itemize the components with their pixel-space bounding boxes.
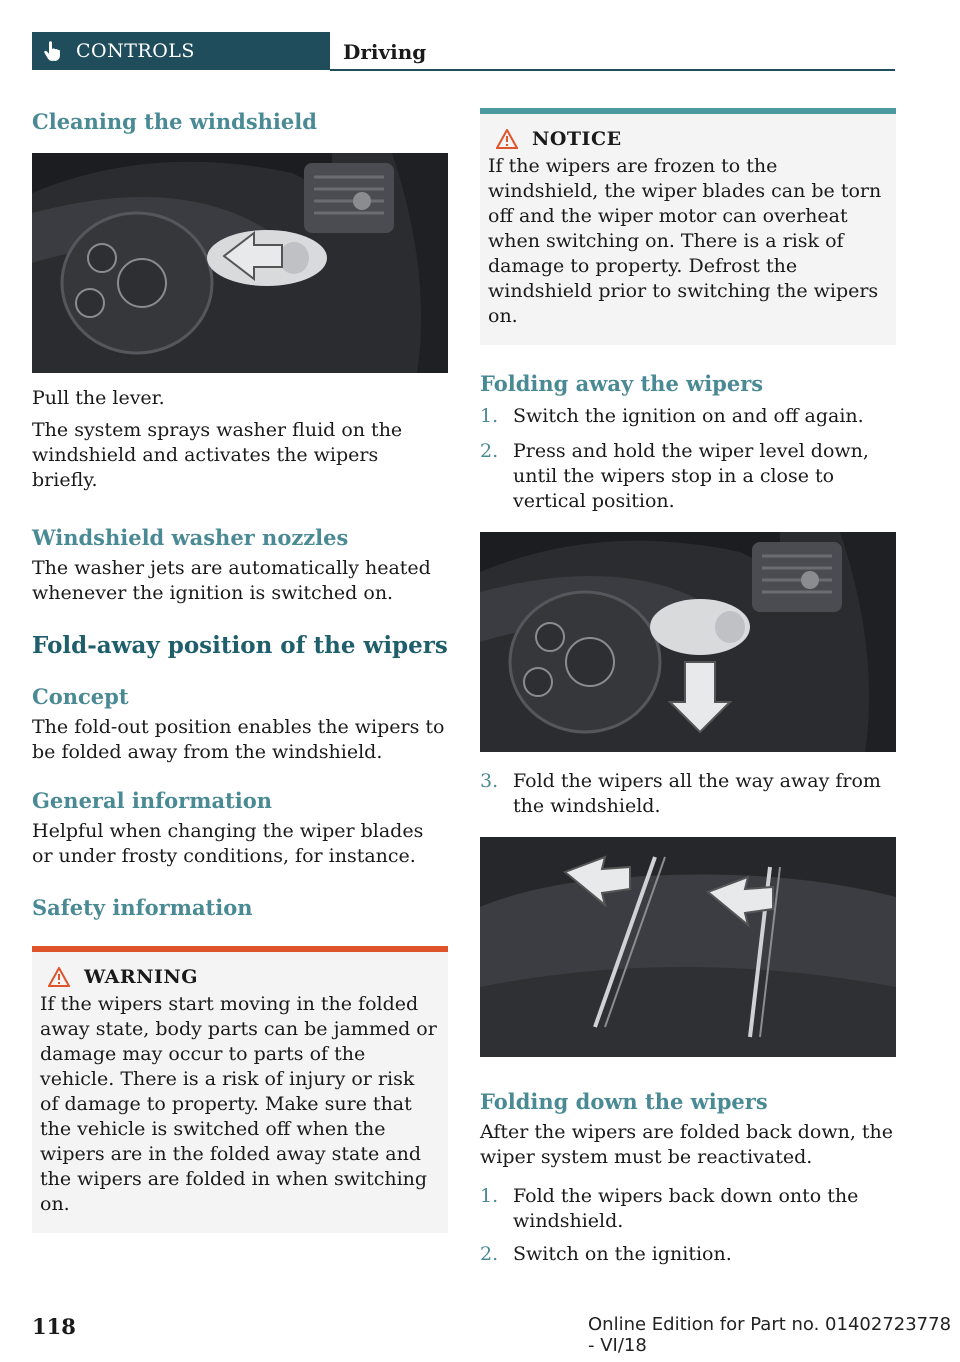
para-pull-lever: Pull the lever.: [32, 387, 165, 409]
left-column: [32, 100, 448, 1233]
list-item: 2. Press and hold the wiper level down, until the wipers stop in a close to vertical position.: [480, 440, 869, 512]
page-number: 118: [32, 1314, 76, 1339]
heading-concept: Concept: [32, 684, 129, 709]
list-item: 2. Switch on the ignition.: [480, 1243, 732, 1265]
edition-text: Online Edition for Part no. 01402723778 - VI/18: [588, 1314, 952, 1356]
subsection-label: Driving: [343, 40, 427, 64]
heading-folding-down: Folding down the wipers: [480, 1089, 768, 1114]
list-item: 3. Fold the wipers all the way away from the windshield.: [480, 770, 881, 817]
warning-triangle-icon: [48, 967, 70, 987]
warning-title: WARNING: [84, 966, 199, 988]
para-sprays: The system sprays washer fluid on the windshield and activates the wipers briefly.: [32, 419, 403, 491]
warning-text: If the wipers start moving in the folded away state, body parts can be jammed or damage may occur to parts of the vehicle. There is a risk of injury or risk of damage to property. Make sure that the vehicle is switched off when the wipers are in the folded away state and the wipers are folded in when switching on.: [40, 993, 437, 1215]
press-lever-down-photo: [480, 532, 896, 752]
wipers-folded-photo: [480, 837, 896, 1057]
section-tab: [32, 32, 330, 70]
header-divider: [330, 69, 895, 71]
list-item: 1. Fold the wipers back down onto the windshield.: [480, 1185, 859, 1232]
warning-box: [32, 946, 448, 1233]
notice-triangle-icon: [496, 129, 518, 149]
list-item: 1. Switch the ignition on and off again.: [480, 405, 864, 427]
heading-washer-nozzles: Windshield washer nozzles: [32, 525, 349, 550]
para-folding-down: After the wipers are folded back down, the wiper system must be reactivated.: [480, 1121, 894, 1168]
heading-cleaning-windshield: Cleaning the windshield: [32, 109, 317, 134]
notice-box: [480, 108, 896, 345]
para-nozzles: The washer jets are automatically heated whenever the ignition is switched on.: [32, 557, 431, 604]
steps-folding-down: [480, 1184, 896, 1267]
page-header: [32, 32, 895, 72]
heading-folding-away: Folding away the wipers: [480, 371, 764, 396]
para-general: Helpful when changing the wiper blades or under frosty conditions, for instance.: [32, 820, 424, 867]
heading-safety-information: Safety information: [32, 895, 253, 920]
washer-lever-photo: [32, 153, 448, 373]
section-label: CONTROLS: [76, 40, 195, 62]
steps-folding-away-a: [480, 404, 896, 514]
para-concept: The fold-out position enables the wipers to be folded away from the windshield.: [32, 716, 445, 763]
heading-general-information: General information: [32, 788, 273, 813]
heading-fold-away-position: Fold-away position of the wipers: [32, 632, 448, 659]
hand-pointer-icon: [32, 32, 72, 70]
notice-text: If the wipers are frozen to the windshield, the wiper blades can be torn off and the wiper motor can overheat when switching on. There is a risk of damage to property. Defrost the windshield prior to switching the wipers on.: [488, 155, 882, 327]
notice-title: NOTICE: [532, 128, 622, 150]
right-column: [480, 108, 896, 1267]
steps-folding-away-b: [480, 769, 896, 819]
